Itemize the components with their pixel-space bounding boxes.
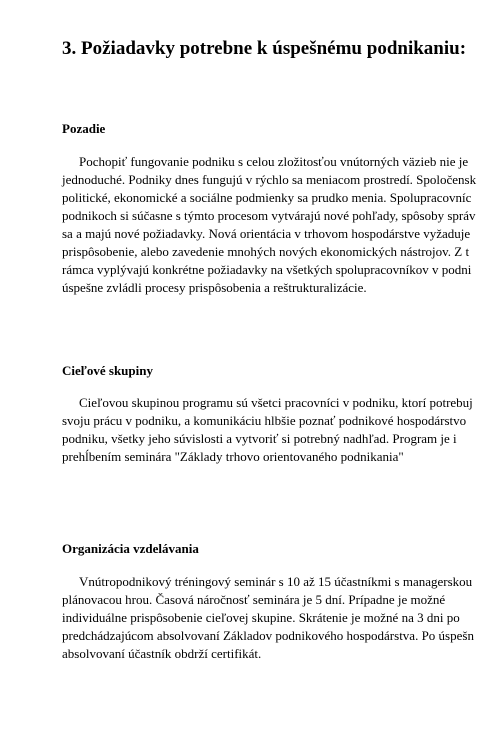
paragraph-line: individuálne prispôsobenie cieľovej skupine. Skrátenie je možné na 3 dni po	[62, 610, 460, 625]
section-heading-organizacia-vzdelavania: Organizácia vzdelávania	[62, 541, 199, 556]
section-paragraph-organizacia-vzdelavania	[62, 573, 501, 663]
paragraph-line: predchádzajúcom absolvovaní Základov podnikového hospodárstva. Po úspešn	[62, 628, 474, 643]
paragraph-line: úspešne zvládli procesy prispôsobenia a reštrukturalizácie.	[62, 280, 367, 295]
paragraph-line: podniku, všetky jeho súvislosti a vytvoriť si potrebný nadhľad. Program je i	[62, 431, 457, 446]
paragraph-line: politické, ekonomické a sociálne podmienky sa prudko menia. Spolupracovníc	[62, 190, 472, 205]
paragraph-line: prehĺbením seminára "Základy trhovo orientovaného podnikania"	[62, 449, 404, 464]
section-paragraph-pozadie	[62, 153, 501, 297]
paragraph-line: Vnútropodnikový tréningový seminár s 10 až 15 účastníkmi s managerskou	[79, 574, 473, 589]
paragraph-line: plánovacou hrou. Časová náročnosť seminára je 5 dní. Prípadne je možné	[62, 592, 446, 607]
section-paragraph-cielove-skupiny	[62, 394, 501, 466]
paragraph-line: prispôsobenie, alebo zavedenie mnohých nových ekonomických nástrojov. Z t	[62, 244, 470, 259]
paragraph-line: rámca vyplývajú konkrétne požiadavky na všetkých spolupracovníkov v podni	[62, 262, 472, 277]
paragraph-line: podnikoch si súčasne s týmto procesom vytvárajú nové pohľady, spôsoby správ	[62, 208, 476, 223]
paragraph-line: absolvovaní účastník obdrží certifikát.	[62, 646, 262, 661]
section-heading-cielove-skupiny: Cieľové skupiny	[62, 363, 153, 378]
paragraph-line: Pochopiť fungovanie podniku s celou zložitosťou vnútorných väzieb nie je	[79, 154, 469, 169]
paragraph-line: svoju prácu v podniku, a komunikáciu hlbšie poznať podnikové hospodárstvo	[62, 413, 467, 428]
section-heading-pozadie: Pozadie	[62, 121, 106, 136]
paragraph-line: jednoduché. Podniky dnes fungujú v rýchlo sa meniacom prostredí. Spoločensk	[62, 172, 477, 187]
paragraph-line: Cieľovou skupinou programu sú všetci pracovníci v podniku, ktorí potrebuj	[79, 395, 473, 410]
page-title: 3. Požiadavky potrebne k úspešnému podnikaniu:	[62, 38, 467, 59]
paragraph-line: sa a majú nové požiadavky. Nová orientácia v trhovom hospodárstve vyžaduje	[62, 226, 471, 241]
